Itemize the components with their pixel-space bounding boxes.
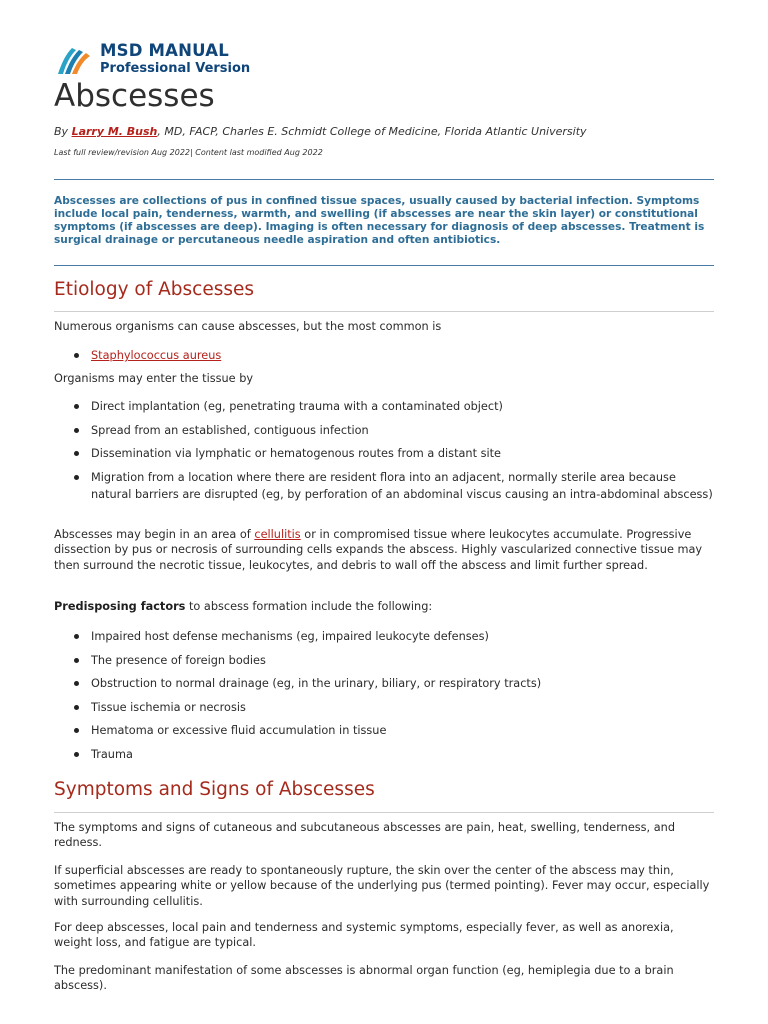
list-item-text: Hematoma or excessive fluid accumulation in tissue [91,724,387,737]
bullet [74,634,79,639]
list-item-text: Tissue ischemia or necrosis [91,700,246,714]
predisposing-rest: to abscess formation include the following: [185,600,433,613]
byline [54,125,587,138]
list-item-text: Direct implantation (eg, penetrating trauma with a contaminated object) [91,400,503,413]
bullet [74,451,79,456]
list-item-text: Migration from a location where there are resident flora into an adjacent, normally sterile area because natural barriers are disrupted (eg, by perforation of an abdominal viscus causing an intra-abdominal abscess) [91,470,713,501]
bullet [74,752,79,757]
byline-by: By [54,125,69,138]
list-item-text: Dissemination via lymphatic or hematogenous routes from a distant site [91,447,502,460]
staphylococcus-aureus-link[interactable]: Staphylococcus aureus [91,349,222,362]
symptoms-paragraph-2: If superficial abscesses are ready to spontaneously rupture, the skin over the center of the abscess may thin, sometimes appearing white or yellow because of the underlying pus (termed pointing). Fever may occur, especially with surrounding cellulitis. [54,864,710,908]
abscess-begin-paragraph [54,527,714,573]
bullet [74,353,79,358]
entry-intro: Organisms may enter the tissue by [54,372,254,385]
list-item [54,347,714,364]
msd-logo-icon [56,42,92,76]
cellulitis-link[interactable]: cellulitis [254,528,301,541]
symptoms-paragraph-4: The predominant manifestation of some abscesses is abnormal organ function (eg, hemiplegia due to a brain abscess). [54,964,674,993]
entry-routes-list [54,398,714,503]
list-item [54,422,714,439]
list-item [54,469,714,503]
list-item [54,398,714,415]
list-item-text: Spread from an established, contiguous infection [91,423,369,437]
bullet [74,658,79,663]
list-item [54,722,714,739]
author-link[interactable]: Larry M. Bush [71,125,158,138]
organism-list [54,347,714,364]
symptoms-heading: Symptoms and Signs of Abscesses [54,779,375,800]
list-item [54,746,714,763]
bullet [74,728,79,733]
list-item-text: Trauma [91,747,133,761]
list-item [54,699,714,716]
summary-bottom-divider [54,265,714,266]
bullet [74,681,79,686]
list-item [54,675,714,692]
list-item [54,628,714,645]
bullet [74,404,79,409]
list-item [54,652,714,669]
author-affiliation: , MD, FACP, Charles E. Schmidt College of Medicine, Florida Atlantic University [157,125,587,138]
symptoms-paragraph-3: For deep abscesses, local pain and tenderness and systemic symptoms, especially fever, as well as anorexia, weight loss, and fatigue are typical. [54,921,674,950]
symptoms-paragraph-1: The symptoms and signs of cutaneous and subcutaneous abscesses are pain, heat, swelling, tenderness, and redness. [54,821,675,850]
predisposing-bold: Predisposing factors [54,600,186,613]
summary-top-divider [54,179,714,180]
predisposing-factors-list [54,628,714,763]
logo-subtitle: Professional Version [100,61,251,76]
msd-manual-logo[interactable] [56,40,266,80]
list-item-text: Impaired host defense mechanisms (eg, impaired leukocyte defenses) [91,630,489,643]
begin-prefix: Abscesses may begin in an area of [54,528,255,541]
symptoms-divider [54,812,714,813]
list-item-text: The presence of foreign bodies [91,653,266,667]
bullet [74,705,79,710]
begin-suffix: or in compromised tissue where leukocytes accumulate. Progressive dissection by pus or necrosis of surrounding cells expands the abscess. Highly vascularized connective tissue may then surround the necrotic tissue, leukocytes, and debris to wall off the abscess and limit further spread. [54,528,703,572]
page-title: Abscesses [54,78,215,114]
logo-title: MSD MANUAL [100,41,229,60]
predisposing-intro [54,599,714,614]
etiology-heading: Etiology of Abscesses [54,279,255,300]
etiology-divider [54,311,714,312]
revision-info: Last full review/revision Aug 2022| Content last modified Aug 2022 [54,148,323,157]
etiology-intro: Numerous organisms can cause abscesses, but the most common is [54,320,442,333]
bullet [74,475,79,480]
list-item [54,445,714,462]
bullet [74,428,79,433]
list-item-text: Obstruction to normal drainage (eg, in the urinary, biliary, or respiratory tracts) [91,677,542,690]
article-summary: Abscesses are collections of pus in confined tissue spaces, usually caused by bacterial infection. Symptoms include local pain, tenderness, warmth, and swelling (if abscesses are near the skin layer) or constitutional symptoms (if abscesses are deep). Imaging is often necessary for diagnosis of deep abscesses. Treatment is surgical drainage or percutaneous needle aspiration and often antibiotics. [54,195,705,246]
